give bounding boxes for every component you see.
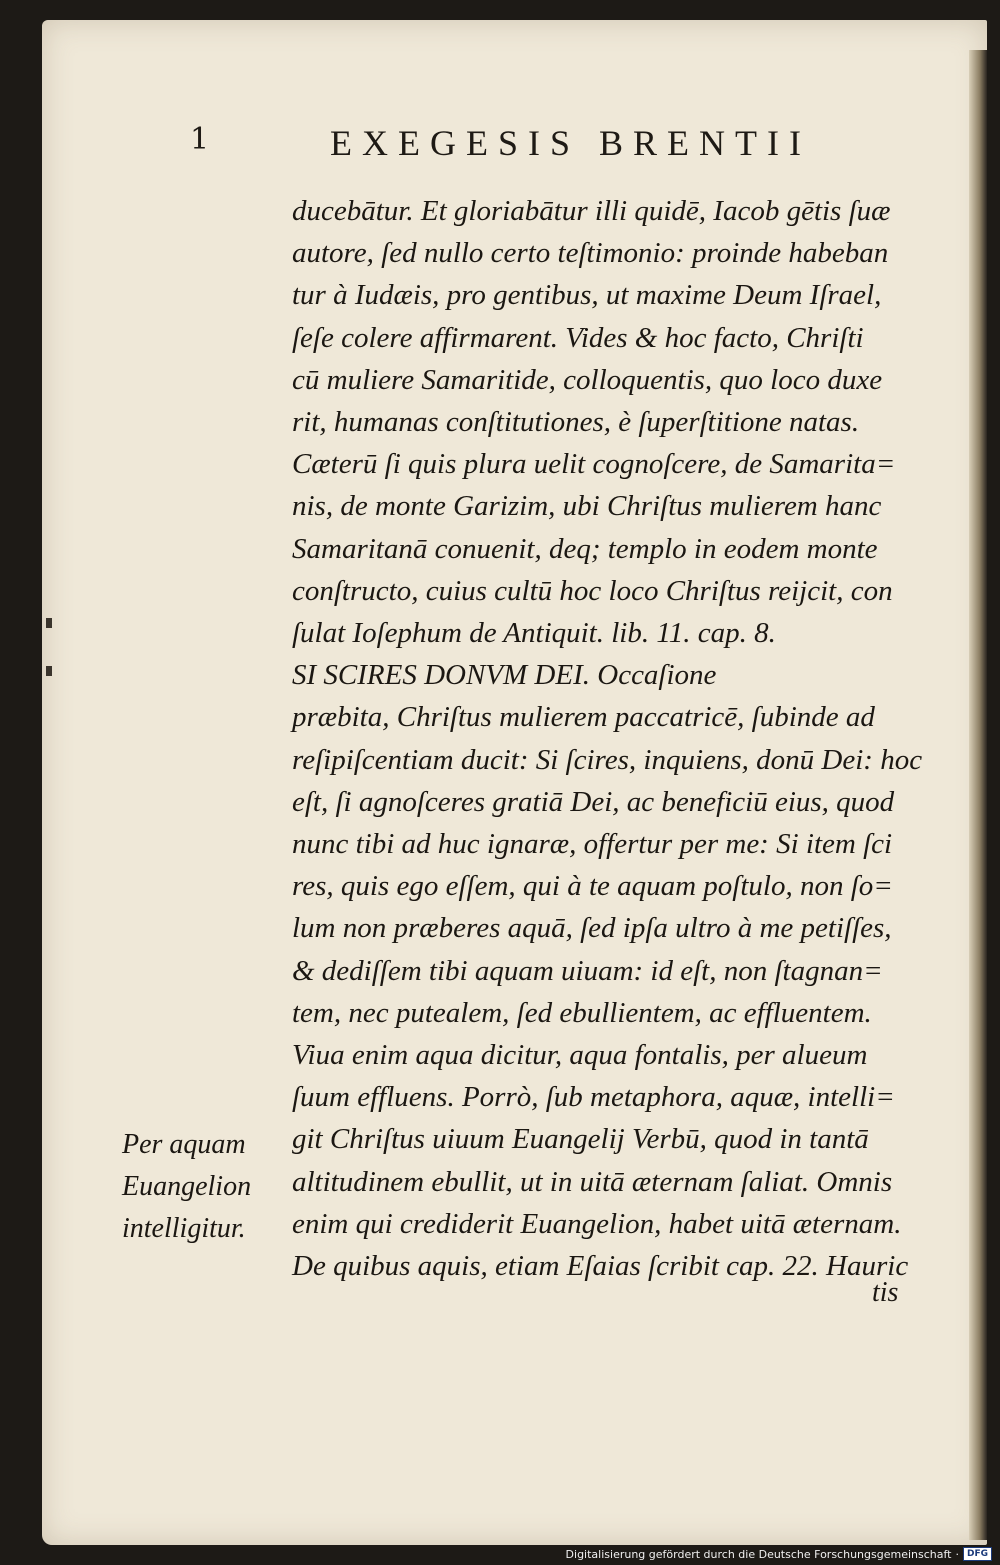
section-heading-line: SI SCIRES DONVM DEI. Occaſione [292, 659, 717, 692]
text-line: De quibus aquis, etiam Eſaias ſcribit cap. 22. Hauric [292, 1250, 909, 1283]
catchword: tis [872, 1277, 899, 1308]
dfg-logo-icon: DFG [963, 1547, 992, 1561]
footer-credit: Digitalisierung gefördert durch die Deutsche Forschungsgemeinschaft · DFG [566, 1547, 992, 1561]
text-line: git Chriſtus uiuum Euangelij Verbū, quod in tantā [292, 1123, 869, 1156]
text-line: ſulat Ioſephum de Antiquit. lib. 11. cap. 8. [292, 617, 776, 650]
left-edge-marks [42, 580, 56, 720]
text-line: reſipiſcentiam ducit: Si ſcires, inquiens, donū Dei: hoc [292, 743, 923, 776]
text-line: rit, humanas conſtitutiones, è ſuperſtitione natas. [292, 406, 860, 439]
text-line: ſeſe colere affirmarent. Vides & hoc facto, Chriſti [292, 321, 864, 354]
text-line: altitudinem ebullit, ut in uitā æternam ſaliat. Omnis [292, 1165, 893, 1198]
running-head: EXEGESIS BRENTII [330, 123, 811, 163]
text-line: res, quis ego eſſem, qui à te aquam poſtulo, non ſo= [292, 870, 893, 903]
text-line: nis, de monte Garizim, ubi Chriſtus mulierem hanc [292, 490, 882, 523]
text-line: & dediſſem tibi aquam uiuam: id eſt, non ſtagnan= [292, 954, 883, 987]
text-line: tur à Iudæis, pro gentibus, ut maxime Deum Iſrael, [292, 279, 882, 312]
page-number: 1 [190, 122, 210, 157]
text-line: autore, ſed nullo certo teſtimonio: proinde habeban [292, 237, 889, 270]
text-line: Samaritanā conuenit, deq; templo in eodem monte [292, 532, 878, 565]
marginal-note [122, 1124, 292, 1250]
footer-credit-text: Digitalisierung gefördert durch die Deutsche Forschungsgemeinschaft [565, 1547, 952, 1561]
text-line: tem, nec putealem, ſed ebullientem, ac effluentem. [292, 996, 872, 1029]
text-line: Cæterū ſi quis plura uelit cognoſcere, de Samarita= [292, 448, 896, 481]
text-line: lum non præberes aquā, ſed ipſa ultro à me petiſſes, [292, 912, 892, 945]
body-text [292, 190, 932, 1287]
marginal-note-line: Euangelion [122, 1171, 252, 1202]
text-line: eſt, ſi agnoſceres gratiā Dei, ac beneficiū eius, quod [292, 785, 895, 818]
text-line: conſtructo, cuius cultū hoc loco Chriſtus reijcit, con [292, 574, 893, 607]
marginal-note-line: intelligitur. [122, 1213, 246, 1244]
text-line: ducebātur. Et gloriabātur illi quidē, Iacob gētis ſuæ [292, 195, 891, 227]
text-line: nunc tibi ad huc ignaræ, offertur per me: Si item ſci [292, 828, 893, 861]
text-line: ſuum effluens. Porrò, ſub metaphora, aquæ, intelli= [292, 1081, 895, 1114]
text-line: enim qui crediderit Euangelion, habet uitā æternam. [292, 1207, 902, 1240]
text-line: cū muliere Samaritide, colloquentis, quo loco duxe [292, 363, 883, 396]
text-line: præbita, Chriſtus mulierem paccatricē, ſubinde ad [292, 701, 875, 734]
marginal-note-line: Per aquam [122, 1129, 246, 1160]
text-line: Viua enim aqua dicitur, aqua fontalis, per alueum [292, 1039, 868, 1072]
page-edge [969, 50, 987, 1540]
